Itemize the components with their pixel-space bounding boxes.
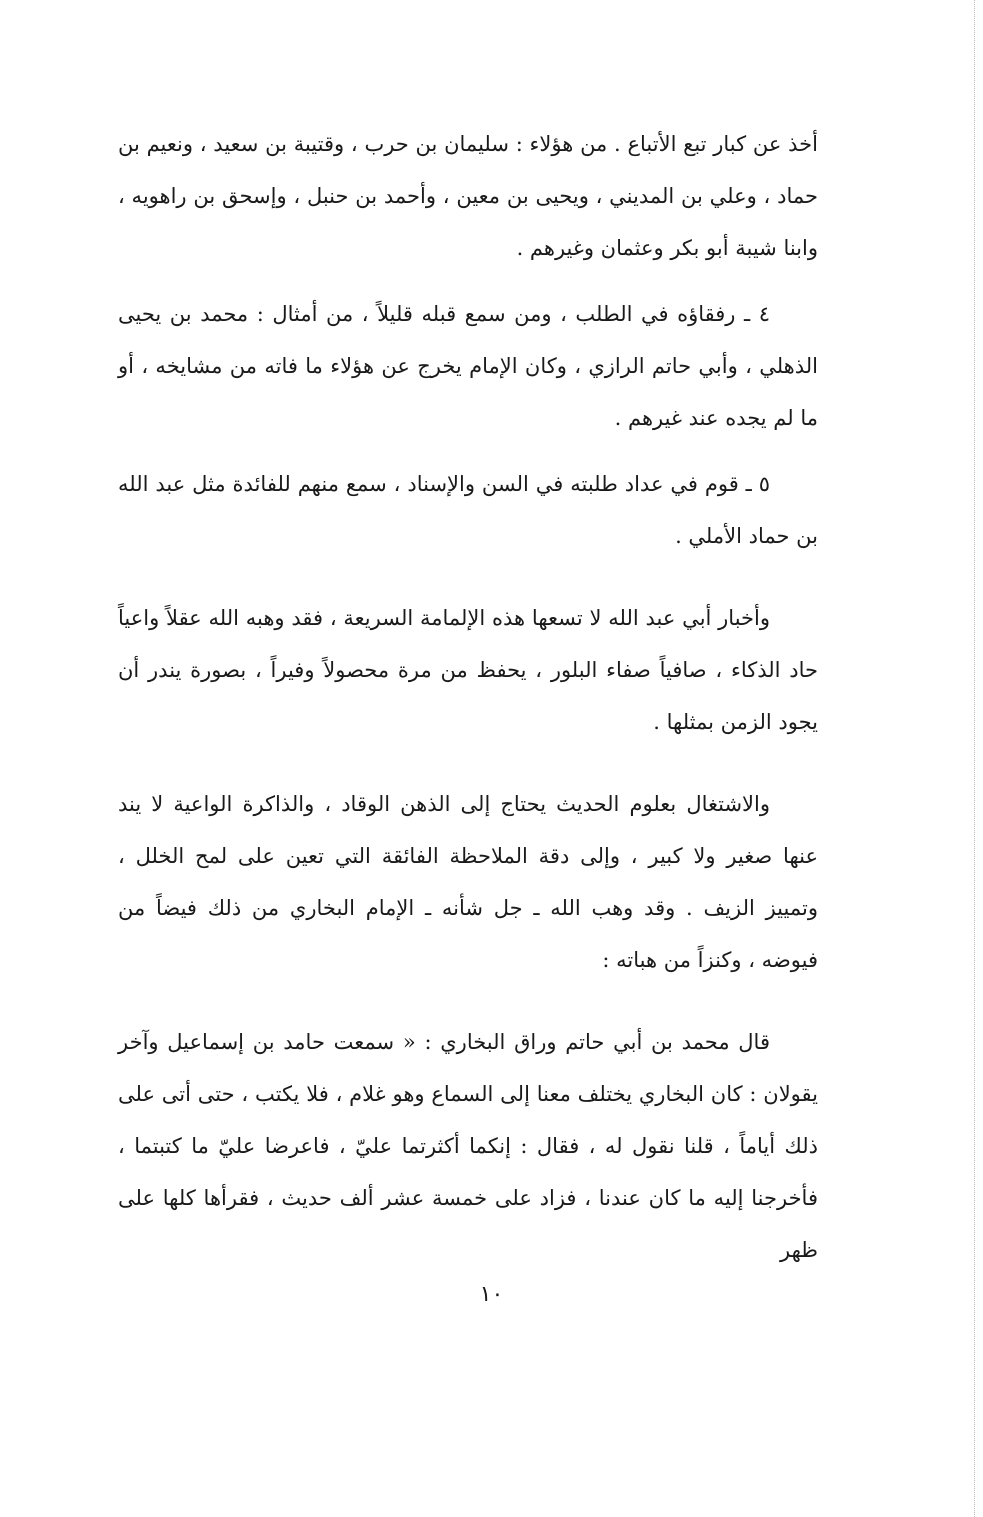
paragraph-1: أخذ عن كبار تبع الأتباع . من هؤلاء : سليمان بن حرب ، وقتيبة بن سعيد ، ونعيم بن حماد ، وعلي بن المديني ، ويحيى بن معين ، وأحمد بن حنبل ، وإسحق بن راهويه ، وابنا شيبة أبو بكر وعثمان وغيرهم . [118, 132, 818, 260]
paragraph-5: والاشتغال بعلوم الحديث يحتاج إلى الذهن الوقاد ، والذاكرة الواعية لا يند عنها صغير ولا كبير ، وإلى دقة الملاحظة الفائقة التي تعين على لمح الخلل ، وتمييز الزيف . وقد وهب الله ـ جل شأنه ـ الإمام البخاري من ذلك فيضاً من فيوضه ، وكنزاً من هباته : [118, 792, 818, 972]
paragraph-3: ٥ ـ قوم في عداد طلبته في السن والإسناد ، سمع منهم للفائدة مثل عبد الله بن حماد الأملي . [118, 472, 818, 548]
paragraph-4: وأخبار أبي عبد الله لا تسعها هذه الإلمامة السريعة ، فقد وهبه الله عقلاً واعياً حاد الذكاء ، صافياً صفاء البلور ، يحفظ من مرة محصولاً وفيراً ، بصورة يندر أن يجود الزمن بمثلها . [118, 606, 818, 734]
page-number: ١٠ [479, 1282, 504, 1307]
paragraph-6: قال محمد بن أبي حاتم وراق البخاري : « سمعت حامد بن إسماعيل وآخر يقولان : كان البخاري يختلف معنا إلى السماع وهو غلام ، فلا يكتب ، حتى أتى على ذلك أياماً ، قلنا نقول له ، فقال : إنكما أكثرتما عليّ ، فاعرضا عليّ ما كتبتما ، فأخرجنا إليه ما كان عندنا ، فزاد على خمسة عشر ألف حديث ، فقرأها كلها على ظهر [118, 1030, 818, 1262]
paragraph-2: ٤ ـ رفقاؤه في الطلب ، ومن سمع قبله قليلاً ، من أمثال : محمد بن يحيى الذهلي ، وأبي حاتم الرازي ، وكان الإمام يخرج عن هؤلاء ما فاته من مشايخه ، أو ما لم يجده عند غيرهم . [118, 302, 818, 430]
body-text [118, 118, 818, 1276]
